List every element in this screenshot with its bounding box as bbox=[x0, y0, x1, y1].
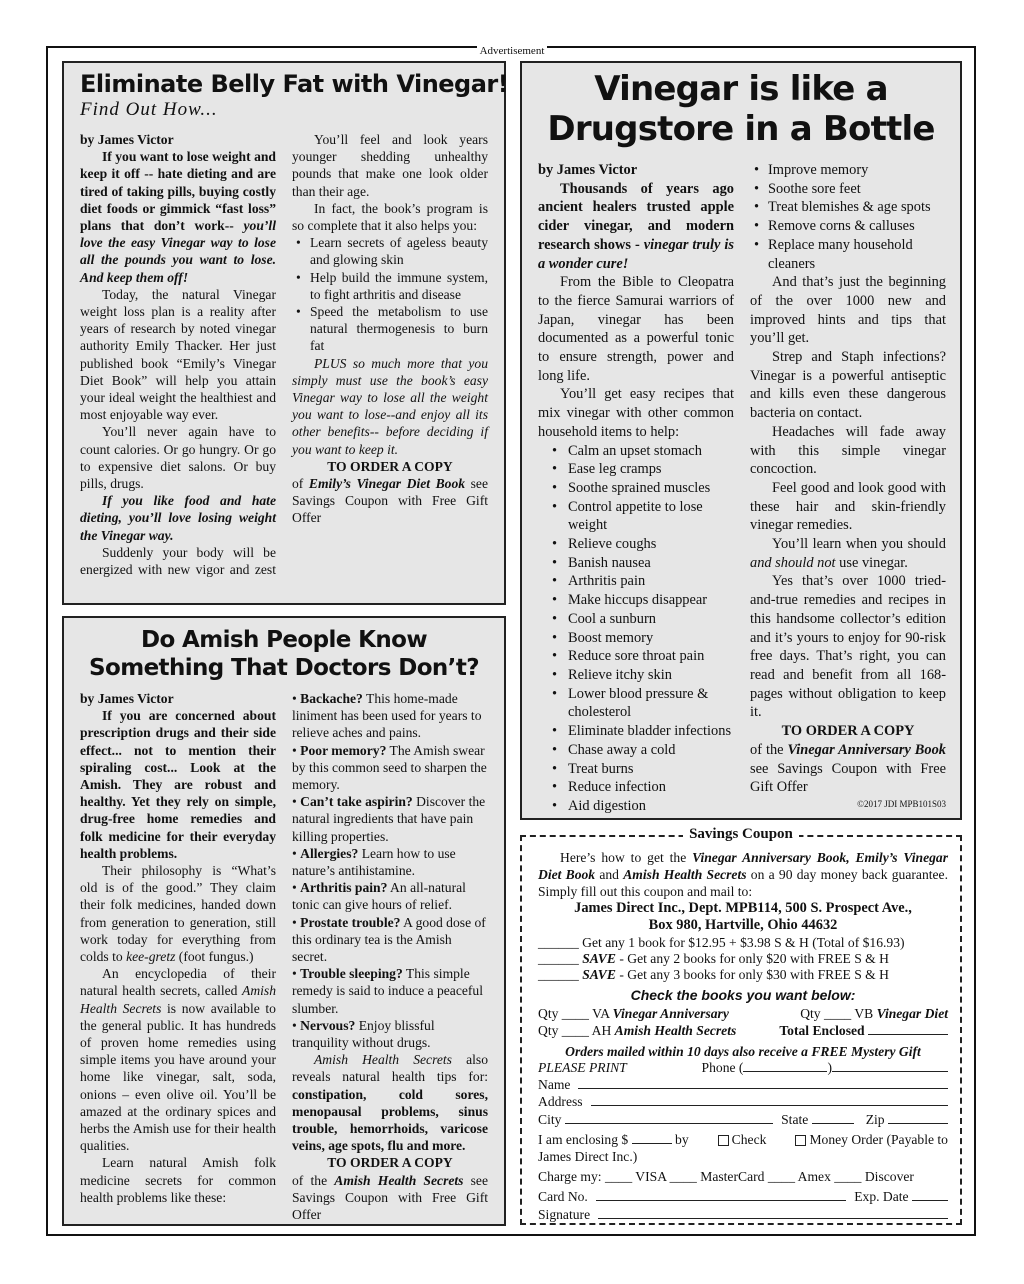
offer-3[interactable]: ______ SAVE - Get any 3 books for only $30 with FREE S & H bbox=[538, 967, 889, 982]
remedy-item bbox=[292, 965, 488, 1017]
remedy-use-list bbox=[538, 442, 734, 816]
remedy-list bbox=[292, 690, 488, 1051]
lead-text: If you are concerned about prescription drugs and their side effect... not to mention their spiraling cost... Look at the Amish. They are robust and healthy. Yet they rely on simple, drug-free home remedies and folk medicine for their everyday health problems. bbox=[80, 708, 276, 861]
check-books-heading: Check the books you want below: bbox=[630, 987, 856, 1003]
emphasis: kee-gretz bbox=[126, 949, 176, 965]
article-amish-headline bbox=[64, 626, 504, 682]
paragraph: You’ll get easy recipes that mix vinegar with other common household items to help: bbox=[538, 386, 734, 440]
bullet-icon: • bbox=[292, 845, 301, 861]
order-text: of the bbox=[292, 1172, 335, 1188]
coupon-body bbox=[538, 849, 948, 900]
check-option[interactable]: Check bbox=[715, 1131, 767, 1148]
article-amish bbox=[62, 616, 506, 1226]
byline: by James Victor bbox=[80, 132, 174, 147]
mystery-gift-note: Orders mailed within 10 days also receive a FREE Mystery Gift bbox=[565, 1044, 921, 1059]
article-amish-column-1 bbox=[80, 690, 276, 1206]
remedy-question: Nervous? bbox=[300, 1017, 356, 1033]
lead-text-emphasis: you’ll love the easy Vinegar way to lose all the pounds you want to lose. And keep them off! bbox=[80, 218, 276, 285]
offer-2[interactable]: ______ SAVE - Get any 2 books for only $20 with FREE S & H bbox=[538, 951, 889, 966]
advertisement-label: Advertisement bbox=[0, 44, 1024, 58]
qty-va-field[interactable]: Qty ____ VA Vinegar Anniversary bbox=[538, 1006, 729, 1021]
checkbox-icon[interactable] bbox=[718, 1135, 729, 1146]
paragraph: Suddenly your body will be energized with new vigor and zest bbox=[80, 544, 276, 578]
list-item: • Relieve coughs bbox=[538, 535, 734, 554]
bullet-icon: • bbox=[292, 691, 301, 706]
paragraph: is now available to the general public. It has hundreds of proven home remedies using simple items you have around your home like vinegar, salt, soda, onions – even olive oil. You’ll be amazed at the ordinary spices and herbs the Amish use for their health qualities. bbox=[80, 1000, 276, 1154]
list-item: • Learn secrets of ageless beauty and glowing skin bbox=[292, 234, 488, 268]
paragraph: You’ll feel and look years younger shedding unhealthy pounds that make one look older than their age. bbox=[292, 132, 488, 199]
coupon-text: Here’s how to get the bbox=[560, 850, 693, 865]
bullet-icon: • bbox=[292, 914, 301, 930]
remedy-question: Trouble sleeping? bbox=[300, 966, 403, 982]
remedy-question: Allergies? bbox=[300, 845, 359, 861]
total-enclosed-field[interactable]: Total Enclosed bbox=[779, 1022, 948, 1039]
paragraph: (foot fungus.) bbox=[175, 949, 254, 965]
qty-ah-field[interactable]: Qty ____ AH Amish Health Secrets bbox=[538, 1023, 737, 1038]
list-item: • Help build the immune system, to fight arthritis and disease bbox=[292, 269, 488, 303]
list-item: • Soothe sore feet bbox=[750, 180, 946, 199]
remedy-answer: An all-natural tonic can give hours of relief. bbox=[292, 880, 466, 913]
coupon-text: on a 90 day money back guarantee. Simply fill out this coupon and mail to: bbox=[538, 867, 948, 899]
article-belly-fat-column-1 bbox=[80, 131, 276, 578]
address-field[interactable]: Address bbox=[538, 1093, 948, 1110]
order-heading: TO ORDER A COPY bbox=[781, 723, 915, 740]
remedy-answer: The Amish swear by this common seed to sharpen the memory. bbox=[292, 742, 487, 793]
list-item: • Soothe sprained muscles bbox=[538, 479, 734, 498]
remedy-question: Prostate trouble? bbox=[300, 914, 401, 930]
order-heading: TO ORDER A COPY bbox=[327, 1155, 453, 1171]
byline: by James Victor bbox=[538, 162, 638, 178]
book-title: Vinegar Anniversary Book bbox=[787, 741, 946, 758]
city-field[interactable]: City bbox=[538, 1111, 781, 1128]
list-item: • Treat burns bbox=[538, 760, 734, 779]
article-amish-column-2 bbox=[292, 690, 488, 1223]
list-item: • Chase away a cold bbox=[538, 741, 734, 760]
benefit-list bbox=[292, 234, 488, 354]
money-order-option[interactable]: Money Order (Payable to bbox=[792, 1131, 948, 1148]
book-title: Amish Health Secrets bbox=[623, 867, 747, 882]
customer-form bbox=[538, 1059, 948, 1223]
list-item: • Eliminate bladder infections bbox=[538, 722, 734, 741]
remedy-question: Can’t take aspirin? bbox=[300, 794, 413, 810]
book-title: Amish Health Secrets bbox=[80, 983, 276, 1016]
offer-options bbox=[538, 935, 948, 983]
remedy-answer: Discover the natural ingredients that have pain killing properties. bbox=[292, 794, 486, 844]
lead-text: Thousands of years ago ancient healers trusted apple cider vinegar, and modern research shows - bbox=[538, 180, 734, 253]
paragraph: Feel good and look good with these hair and skin-friendly vinegar remedies. bbox=[750, 479, 946, 534]
list-item: • Boost memory bbox=[538, 629, 734, 648]
article-drugstore-headline bbox=[522, 69, 960, 149]
remedy-use-list-continued bbox=[750, 161, 946, 273]
list-item: • Cool a sunburn bbox=[538, 610, 734, 629]
book-title: Amish Health Secrets bbox=[334, 1172, 464, 1188]
address-line: James Direct Inc., Dept. MPB114, 500 S. Prospect Ave., bbox=[574, 900, 912, 916]
remedy-item bbox=[292, 845, 488, 879]
paragraph: In fact, the book’s program is so complete that it also helps you: bbox=[292, 200, 488, 234]
payable-to: James Direct Inc.) bbox=[538, 1149, 638, 1165]
bullet-icon: • bbox=[292, 1017, 301, 1033]
zip-field[interactable]: Zip bbox=[866, 1111, 948, 1128]
checkbox-icon[interactable] bbox=[795, 1135, 806, 1146]
list-item: • Control appetite to lose weight bbox=[538, 498, 734, 535]
emphasis: and should not bbox=[750, 554, 836, 571]
book-title: Emily’s Vinegar Diet Book bbox=[308, 476, 466, 492]
article-belly-fat bbox=[62, 61, 509, 605]
phone-field[interactable]: Phone ( ) bbox=[702, 1059, 948, 1076]
name-field[interactable]: Name bbox=[538, 1076, 948, 1093]
please-print-label: PLEASE PRINT bbox=[538, 1060, 627, 1075]
paragraph: Their philosophy is “What’s old is of the good.” They claim their folk medicines, handed down from generation to generation, still work today for everything from colds to bbox=[80, 863, 276, 965]
order-text: see Savings Coupon with Free Gift Offer bbox=[750, 760, 946, 796]
list-item: • Banish nausea bbox=[538, 554, 734, 573]
order-heading: TO ORDER A COPY bbox=[327, 458, 453, 474]
headline-line: Do Amish People Know bbox=[140, 627, 428, 653]
savings-coupon bbox=[520, 826, 962, 1225]
remedy-item bbox=[292, 914, 488, 966]
list-item: • Aid digestion bbox=[538, 797, 734, 816]
article-belly-fat-column-2 bbox=[292, 131, 488, 527]
state-field[interactable]: State bbox=[781, 1111, 854, 1128]
remedy-item bbox=[292, 793, 488, 845]
list-item: • Lower blood pressure & cholesterol bbox=[538, 685, 734, 722]
exp-date-field[interactable]: Exp. Date bbox=[854, 1188, 948, 1205]
charge-card-options[interactable]: Charge my: ____ VISA ____ MasterCard ____ Amex ____ Discover bbox=[538, 1169, 914, 1185]
list-item: • Improve memory bbox=[750, 161, 946, 180]
mailing-address bbox=[538, 900, 948, 934]
coupon-title: Savings Coupon bbox=[522, 826, 960, 843]
article-belly-fat-subhead: Find Out How... bbox=[80, 99, 218, 120]
lead-text: If you want to lose weight and keep it off -- hate dieting and are tired of taking pills, buying costly diet foods or gimmick “fast loss” plans that don’t work-- bbox=[80, 149, 276, 234]
remedy-answer: A good dose of this ordinary tea is the Amish secret. bbox=[292, 914, 486, 965]
paragraph: Headaches will fade away with this simple vinegar concoction. bbox=[750, 423, 946, 478]
list-item: • Reduce infection bbox=[538, 778, 734, 797]
book-quantities bbox=[538, 1005, 948, 1039]
remedy-item bbox=[292, 742, 488, 794]
headline-line: Something That Doctors Don’t? bbox=[89, 655, 479, 681]
offer-1[interactable]: ______ Get any 1 book for $12.95 + $3.98 S & H (Total of $16.93) bbox=[538, 935, 905, 950]
bullet-icon: • bbox=[292, 880, 301, 896]
paragraph: You’ll learn when you should bbox=[772, 536, 946, 553]
bullet-icon: • bbox=[292, 794, 301, 810]
paragraph: If you like food and hate dieting, you’ll love losing weight the Vinegar way. bbox=[80, 493, 276, 543]
remedy-answer: This simple remedy is said to induce a peaceful slumber. bbox=[292, 966, 483, 1016]
list-item: • Remove corns & calluses bbox=[750, 217, 946, 236]
paragraph: And that’s just the beginning of the over 1000 new and improved hints and tips that you’ll get. bbox=[750, 274, 946, 347]
list-item: • Speed the metabolism to use natural thermogenesis to burn fat bbox=[292, 303, 488, 355]
book-title: Amish Health Secrets bbox=[314, 1052, 452, 1068]
coupon-text: and bbox=[595, 867, 624, 882]
paragraph: use vinegar. bbox=[835, 554, 908, 571]
remedy-answer: This home-made liniment has been used for years to relieve aches and pains. bbox=[292, 691, 482, 741]
list-item: • Calm an upset stomach bbox=[538, 442, 734, 461]
remedy-answer: Enjoy blissful tranquility without drugs. bbox=[292, 1017, 435, 1051]
copyright: ©2017 JDI MPB101S03 bbox=[857, 798, 946, 809]
paragraph: Strep and Staph infections? Vinegar is a powerful antiseptic and kills even these dangerous bacteria on contact. bbox=[750, 349, 946, 422]
paragraph-emphasis: constipation, cold sores, menopausal problems, sinus trouble, hemorrhoids, varicose veins, age spots, flu and more. bbox=[292, 1086, 488, 1154]
list-item: • Ease leg cramps bbox=[538, 460, 734, 479]
article-drugstore-column-2 bbox=[750, 161, 946, 811]
paragraph: also reveals natural health tips for: bbox=[292, 1052, 489, 1085]
signature-field[interactable]: Signature bbox=[538, 1206, 948, 1223]
card-number-field[interactable]: Card No. bbox=[538, 1188, 854, 1205]
qty-vb-field[interactable]: Qty ____ VB Vinegar Diet bbox=[800, 1006, 948, 1021]
list-item: • Relieve itchy skin bbox=[538, 666, 734, 685]
remedy-item bbox=[292, 690, 488, 742]
headline-line: Drugstore in a Bottle bbox=[547, 109, 935, 149]
article-drugstore bbox=[520, 61, 962, 820]
remedy-question: Poor memory? bbox=[300, 742, 387, 758]
remedy-item bbox=[292, 879, 488, 913]
list-item: • Reduce sore throat pain bbox=[538, 647, 734, 666]
remedy-answer: Learn how to use nature’s antihistamine. bbox=[292, 845, 456, 879]
enclosing-amount-field[interactable]: I am enclosing $ by bbox=[538, 1131, 689, 1147]
paragraph: You’ll never again have to count calories. Or go hungry. Or go to expensive diet salons. Or buy pills, drugs. bbox=[80, 424, 276, 492]
article-drugstore-column-1 bbox=[538, 161, 734, 816]
paragraph: Today, the natural Vinegar weight loss plan is a reality after years of research by noted vinegar authority Emily Thacker. Her just published book “Emily’s Vinegar Diet Book” will help you attain your ideal weight the healthiest and most enjoyable way ever. bbox=[80, 286, 276, 423]
lead-text-emphasis: vinegar truly is a wonder cure! bbox=[538, 236, 734, 272]
bullet-icon: • bbox=[292, 966, 301, 982]
article-belly-fat-headline: Eliminate Belly Fat with Vinegar! bbox=[80, 70, 509, 98]
list-item: • Treat blemishes & age spots bbox=[750, 198, 946, 217]
list-item: • Arthritis pain bbox=[538, 572, 734, 591]
list-item: • Make hiccups disappear bbox=[538, 591, 734, 610]
remedy-item bbox=[292, 1017, 488, 1051]
byline: by James Victor bbox=[80, 691, 174, 706]
book-title: Vinegar Anniversary Book, Emily’s Vinegar Diet Book bbox=[538, 850, 948, 882]
list-item: • Replace many household cleaners bbox=[750, 236, 946, 273]
remedy-question: Arthritis pain? bbox=[300, 880, 388, 896]
order-text: of bbox=[292, 476, 309, 492]
order-text: see Savings Coupon with Free Gift Offer bbox=[292, 476, 488, 526]
bullet-icon: • bbox=[292, 742, 301, 758]
headline-line: Vinegar is like a bbox=[594, 69, 888, 109]
address-line: Box 980, Hartville, Ohio 44632 bbox=[648, 917, 838, 933]
remedy-question: Backache? bbox=[300, 691, 363, 706]
order-text: see Savings Coupon with Free Gift Offer bbox=[292, 1172, 489, 1223]
paragraph: From the Bible to Cleopatra to the fierce Samurai warriors of Japan, vinegar has been documented as a powerful tonic to ensure strength, power and long life. bbox=[538, 274, 734, 384]
paragraph: PLUS so much more that you simply must use the book’s easy Vinegar way to lose all the weight you want to lose--and enjoy all its other benefits-- before deciding if you want to keep it. bbox=[292, 355, 488, 457]
paragraph: Learn natural Amish folk medicine secrets for common health problems like these: bbox=[80, 1155, 276, 1205]
paragraph: Yes that’s over 1000 tried-and-true remedies and recipes in this handsome collector’s edition and it’s yours to enjoy for 90-risk free days. That’s right, you can read and benefit from all 168-pages without obligation to keep it. bbox=[750, 573, 946, 721]
order-text: of the bbox=[750, 741, 788, 758]
paragraph: An encyclopedia of their natural health secrets, called bbox=[80, 966, 276, 999]
